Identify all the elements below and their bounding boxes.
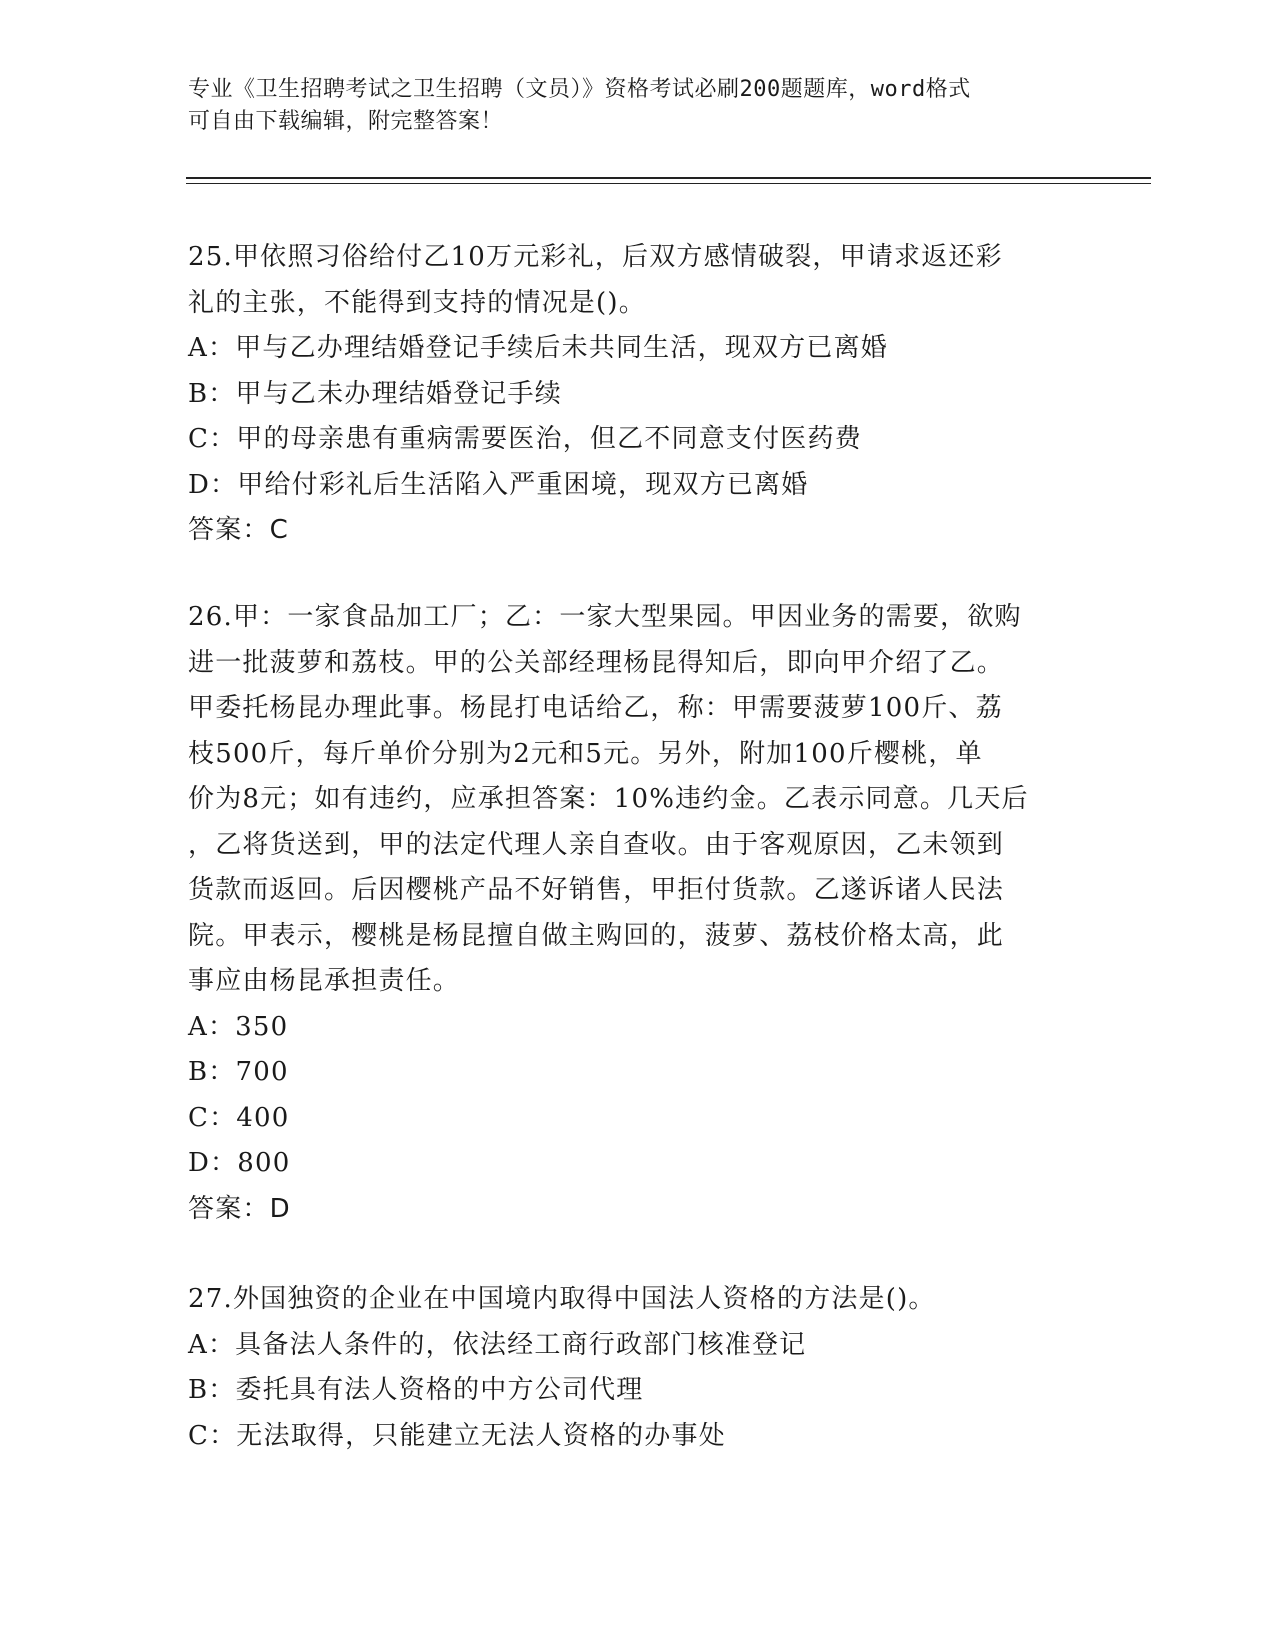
option-a: A：甲与乙办理结婚登记手续后未共同生活，现双方已离婚	[188, 333, 888, 363]
header-title-line-2: 可自由下载编辑，附完整答案！	[188, 109, 504, 134]
question-27	[188, 1277, 1088, 1459]
answer-label: 答案：D	[188, 1193, 291, 1224]
question-stem-line: 27.外国独资的企业在中国境内取得中国法人资格的方法是()。	[188, 1284, 936, 1314]
option-b: B：委托具有法人资格的中方公司代理	[188, 1375, 644, 1405]
option-d: D：甲给付彩礼后生活陷入严重困境，现双方已离婚	[188, 469, 809, 500]
header-title-line-1: 专业《卫生招聘考试之卫生招聘（文员）》资格考试必刷200题题库，word格式	[188, 77, 971, 102]
question-stem-line: 甲委托杨昆办理此事。杨昆打电话给乙，称：甲需要菠萝100斤、荔	[188, 693, 1003, 723]
question-25	[188, 235, 1088, 554]
header-divider-thick	[186, 177, 1151, 179]
question-stem-line: 事应由杨昆承担责任。	[188, 966, 461, 996]
option-c: C：无法取得，只能建立无法人资格的办事处	[188, 1420, 726, 1451]
question-stem-line: ，乙将货送到，甲的法定代理人亲自查收。由于客观原因，乙未领到	[188, 829, 1005, 860]
option-a: A：350	[188, 1011, 289, 1042]
question-stem-line: 院。甲表示，樱桃是杨昆擅自做主购回的，菠萝、荔枝价格太高，此	[188, 920, 1005, 951]
question-26	[188, 595, 1088, 1232]
option-b: B：甲与乙未办理结婚登记手续	[188, 378, 562, 409]
question-stem-line: 货款而返回。后因樱桃产品不好销售，甲拒付货款。乙遂诉诸人民法	[188, 875, 1005, 905]
question-stem-line: 枝500斤，每斤单价分别为2元和5元。另外，附加100斤樱桃，单	[188, 738, 983, 769]
question-stem-line: 进一批菠萝和荔枝。甲的公关部经理杨昆得知后，即向甲介绍了乙。	[188, 647, 1005, 678]
option-c: C：400	[188, 1102, 290, 1133]
option-b: B：700	[188, 1057, 289, 1087]
option-a: A：具备法人条件的，依法经工商行政部门核准登记	[188, 1329, 807, 1360]
answer-label: 答案：C	[188, 515, 289, 545]
question-stem-line: 25.甲依照习俗给付乙10万元彩礼，后双方感情破裂，甲请求返还彩	[188, 242, 1003, 272]
question-stem-line: 礼的主张，不能得到支持的情况是()。	[188, 287, 646, 318]
question-stem-line: 26.甲：一家食品加工厂；乙：一家大型果园。甲因业务的需要，欲购	[188, 602, 1022, 632]
document-header	[188, 74, 1068, 138]
header-divider-thin	[186, 183, 1151, 184]
option-c: C：甲的母亲患有重病需要医治，但乙不同意支付医药费	[188, 424, 862, 454]
option-d: D：800	[188, 1148, 291, 1178]
question-stem-line: 价为8元；如有违约，应承担答案：10%违约金。乙表示同意。几天后	[188, 784, 1029, 814]
